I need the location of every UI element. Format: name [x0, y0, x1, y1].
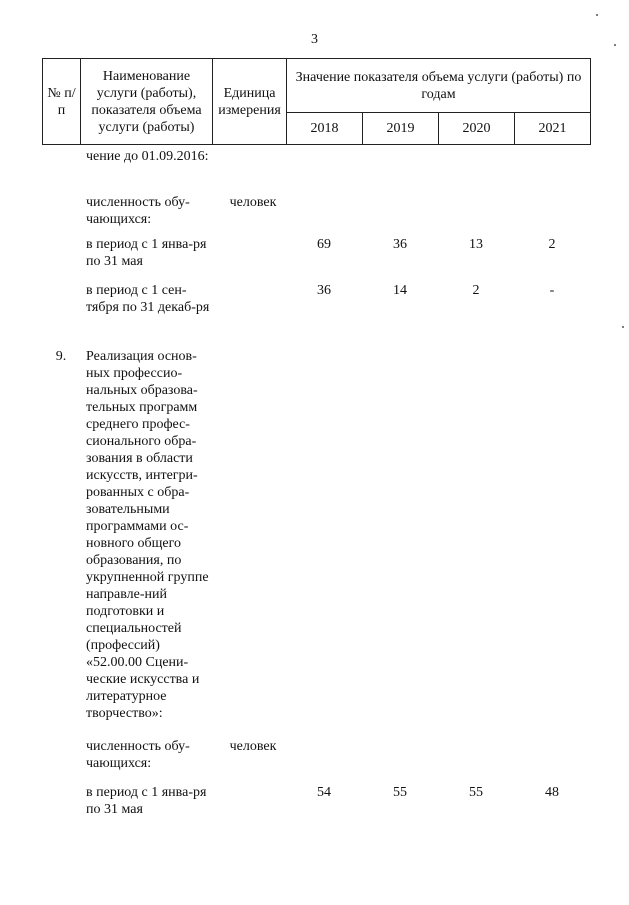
value-2020: 55 [469, 785, 483, 800]
value-2021: - [549, 283, 555, 298]
row-name: в период с 1 янва-ря по 31 мая [86, 785, 207, 817]
row-name: Реализация основ-ных профессио-нальных образова-тельных программ среднего профес-сионального обра-зования в области искусств, интегри-рованных с обра-зовательными программами ос-новного общего образования, по укрупненной группе направле-ний подготовки и специальностей (профессий) «52.00.00 Сцени-ческие искусства и литературное творчество»: [86, 349, 209, 721]
header-year: 2019 [363, 113, 439, 145]
value-2020: 2 [472, 283, 480, 298]
header-number: № п/п [43, 59, 81, 145]
row-name: в период с 1 сен-тября по 31 декаб-ря [86, 283, 210, 315]
page-number: 3 [311, 32, 318, 47]
table-header [42, 58, 591, 145]
row-name: чение до 01.09.2016: [86, 149, 209, 164]
row-name: численность обу-чающихся: [86, 739, 190, 771]
value-2019: 36 [393, 237, 407, 252]
scan-speck [622, 326, 624, 328]
row-number: 9. [55, 349, 67, 364]
row-unit: человек [229, 195, 277, 210]
row-unit: человек [229, 739, 277, 754]
value-2021: 48 [545, 785, 559, 800]
header-unit: Единица измерения [213, 59, 287, 145]
table-body [42, 148, 590, 826]
header-values-title: Значение показателя объема услуги (работы) по годам [287, 59, 591, 113]
scan-speck [596, 14, 598, 16]
row-name: численность обу-чающихся: [86, 195, 190, 227]
value-2019: 14 [393, 283, 407, 298]
table-row [42, 148, 590, 194]
table-row [42, 194, 590, 236]
table-row [42, 784, 590, 826]
table-row [42, 738, 590, 784]
table-row [42, 348, 590, 738]
header-year: 2020 [439, 113, 515, 145]
value-2021: 2 [548, 237, 556, 252]
header-service-name: Наименование услуги (работы), показателя объема услуги (работы) [81, 59, 213, 145]
table-row [42, 236, 590, 282]
value-2018: 54 [317, 785, 331, 800]
header-year: 2021 [515, 113, 591, 145]
scan-speck [614, 44, 616, 46]
table-row [42, 282, 590, 348]
row-name: в период с 1 янва-ря по 31 мая [86, 237, 207, 269]
value-2020: 13 [469, 237, 483, 252]
header-year: 2018 [287, 113, 363, 145]
value-2018: 69 [317, 237, 331, 252]
value-2018: 36 [317, 283, 331, 298]
value-2019: 55 [393, 785, 407, 800]
